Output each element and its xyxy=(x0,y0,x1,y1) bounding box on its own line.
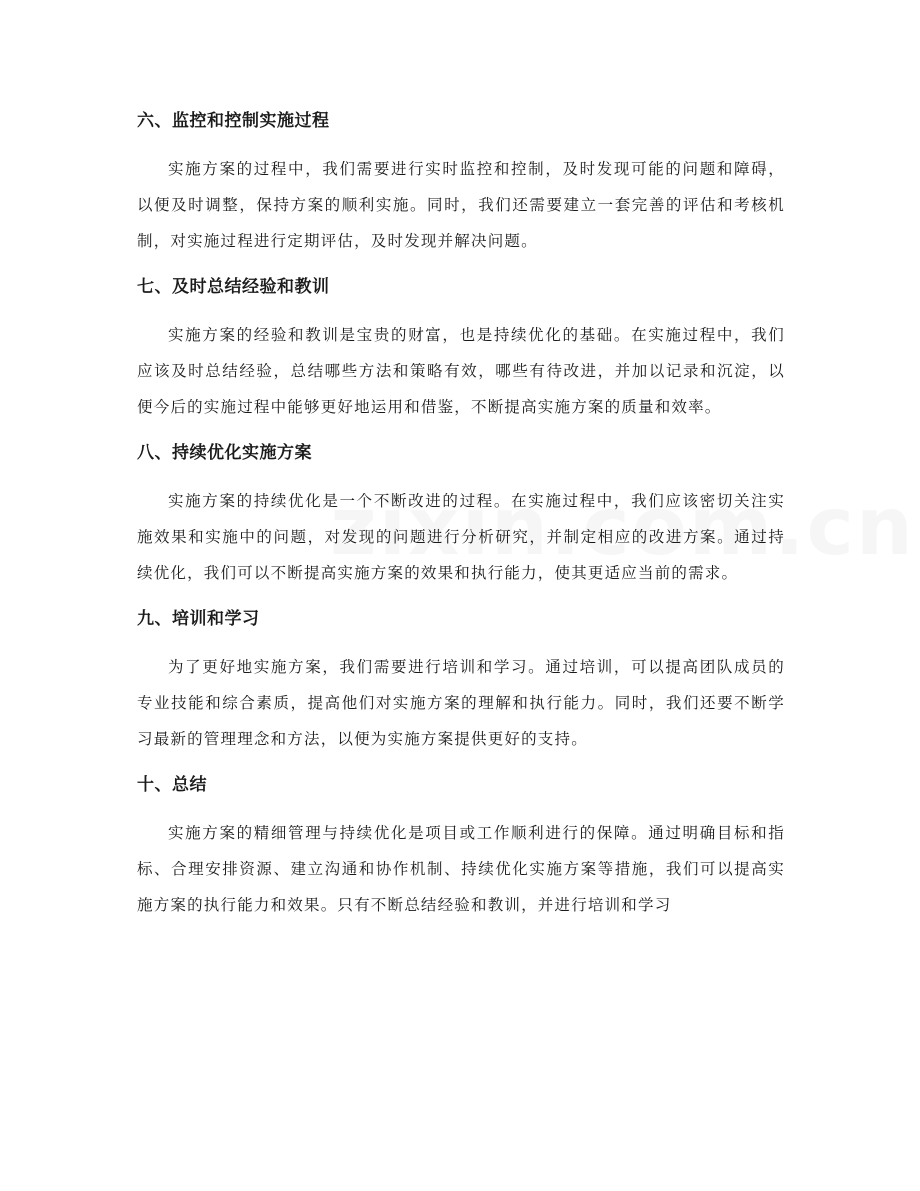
section-heading: 十、总结 xyxy=(137,775,207,795)
section-9 xyxy=(137,603,785,757)
section-paragraph: 实施方案的过程中，我们需要进行实时监控和控制，及时发现可能的问题和障碍，以便及时调整，保持方案的顺利实施。同时，我们还需要建立一套完善的评估和考核机制，对实施过程进行定期评估，及时发现并解决问题。 xyxy=(137,160,785,250)
section-paragraph: 为了更好地实施方案，我们需要进行培训和学习。通过培训，可以提高团队成员的专业技能和综合素质，提高他们对实施方案的理解和执行能力。同时，我们还要不断学习最新的管理理念和方法，以便为实施方案提供更好的支持。 xyxy=(137,658,785,748)
section-6 xyxy=(137,105,785,259)
section-8 xyxy=(137,437,785,591)
section-heading: 七、及时总结经验和教训 xyxy=(137,277,330,297)
section-heading: 八、持续优化实施方案 xyxy=(137,443,312,463)
section-heading: 六、监控和控制实施过程 xyxy=(137,111,330,131)
section-paragraph: 实施方案的经验和教训是宝贵的财富，也是持续优化的基础。在实施过程中，我们应该及时总结经验，总结哪些方法和策略有效，哪些有待改进，并加以记录和沉淀，以便今后的实施过程中能够更好地运用和借鉴，不断提高实施方案的质量和效率。 xyxy=(137,326,785,416)
section-10 xyxy=(137,769,785,923)
section-paragraph: 实施方案的精细管理与持续优化是项目或工作顺利进行的保障。通过明确目标和指标、合理安排资源、建立沟通和协作机制、持续优化实施方案等措施，我们可以提高实施方案的执行能力和效果。只有不断总结经验和教训，并进行培训和学习 xyxy=(137,824,785,914)
document-body xyxy=(137,105,785,935)
section-heading: 九、培训和学习 xyxy=(137,609,260,629)
section-paragraph: 实施方案的持续优化是一个不断改进的过程。在实施过程中，我们应该密切关注实施效果和实施中的问题，对发现的问题进行分析研究，并制定相应的改进方案。通过持续优化，我们可以不断提高实施方案的效果和执行能力，使其更适应当前的需求。 xyxy=(137,492,785,582)
section-7 xyxy=(137,271,785,425)
